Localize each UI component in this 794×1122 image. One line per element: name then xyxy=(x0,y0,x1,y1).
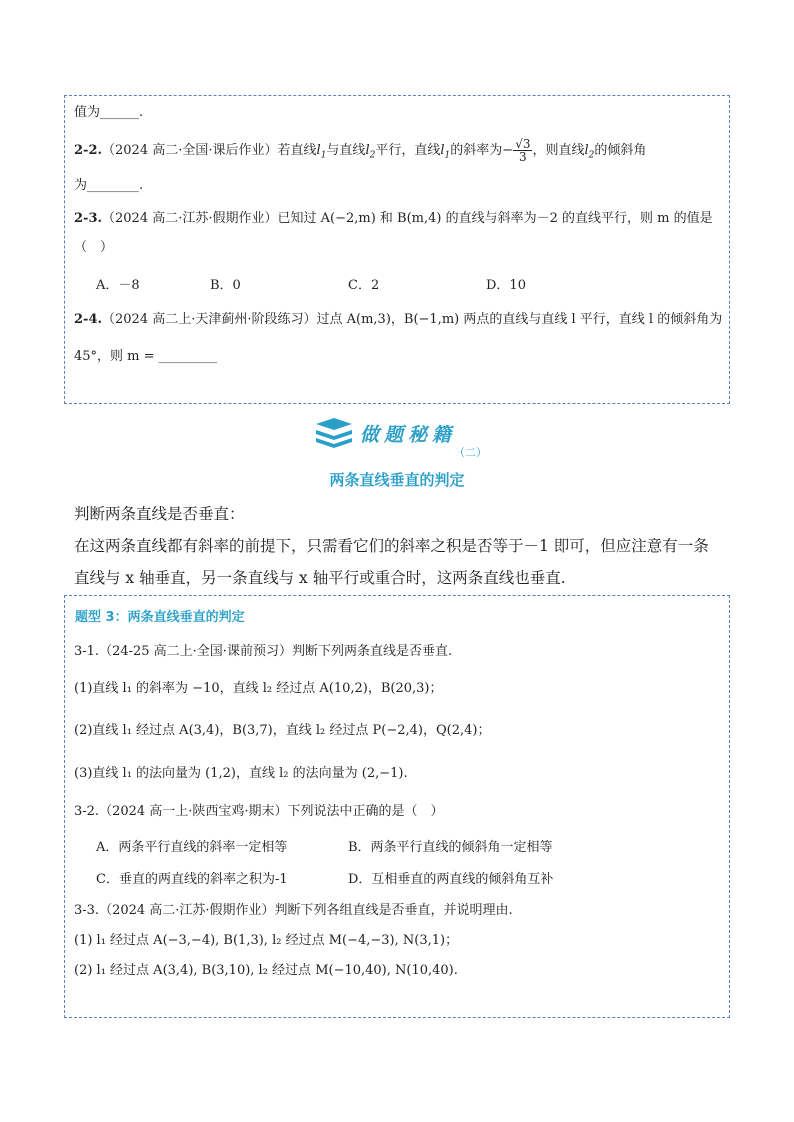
q2-3-number: 2-3. xyxy=(74,211,103,226)
q2-3-source: （2024 高二·江苏·假期作业） xyxy=(102,211,278,226)
q2-2-l1-a: $l_1$ xyxy=(316,143,327,161)
q2-2-line1 xyxy=(74,138,646,165)
q2-2-text-d: 的斜率为 xyxy=(450,143,503,158)
q2-2-text-f: 的倾斜角 xyxy=(594,143,647,158)
q2-2-frac-num: √3 xyxy=(515,137,531,151)
q3-2-option-c[interactable]: C．垂直的两直线的斜率之积为-1 xyxy=(96,872,288,887)
section-title: 两条直线垂直的判定 xyxy=(329,471,465,489)
q3-1-part3: (3)直线 l₁ 的法向量为 (1,2)，直线 l₂ 的法向量为 (2,−1). xyxy=(74,766,408,781)
q3-2-head: 3-2.（2024 高一上·陕西宝鸡·期末）下列说法中正确的是（ ） xyxy=(74,804,444,819)
book-stack-icon xyxy=(314,416,354,450)
q2-4-number: 2-4. xyxy=(74,312,103,327)
q2-2-number: 2-2. xyxy=(74,143,103,158)
q2-4-source: （2024 高二上·天津蓟州·阶段练习） xyxy=(102,312,317,327)
q2-2-text-a: 若直线 xyxy=(277,143,317,158)
q3-2-option-d[interactable]: D．互相垂直的两直线的倾斜角互补 xyxy=(348,872,554,887)
q3-3-part1: (1) l₁ 经过点 A(−3,−4), B(1,3), l₂ 经过点 M(−4,−3), N(3,1)； xyxy=(74,933,459,948)
q2-2-source: （2024 高二·全国·课后作业） xyxy=(102,143,278,158)
q2-2-fraction xyxy=(513,138,532,163)
q3-1-part1: (1)直线 l₁ 的斜率为 −10，直线 l₂ 经过点 A(10,2)，B(20,3)； xyxy=(74,681,443,696)
q2-1-tail: 值为______. xyxy=(74,105,144,120)
banner-title: 做题秘籍 xyxy=(360,424,457,446)
explain-line3: 直线与 x 轴垂直，另一条直线与 x 轴平行或重合时，这两条直线也垂直. xyxy=(74,569,566,587)
q2-2-frac-den: 3 xyxy=(519,150,527,164)
q2-3-text: 已知过 A(−2,m) 和 B(m,4) 的直线与斜率为－2 的直线平行，则 m 的值是 xyxy=(277,211,713,226)
q2-2-text-c: 平行，直线 xyxy=(375,143,441,158)
q2-3-option-b[interactable]: B．0 xyxy=(210,278,241,293)
q2-3-option-d[interactable]: D．10 xyxy=(486,278,526,293)
q2-4-line2: 45°，则 m = _________ xyxy=(74,349,218,364)
question-type-label: 题型 3：两条直线垂直的判定 xyxy=(75,610,245,625)
q2-2-l2-b: $l_2$ xyxy=(584,143,595,161)
q2-4-line1 xyxy=(74,311,722,329)
q2-2-text-e: ，则直线 xyxy=(532,143,585,158)
q3-3-part2: (2) l₁ 经过点 A(3,4), B(3,10), l₂ 经过点 M(−10,40), N(10,40). xyxy=(74,963,458,978)
explain-line1: 判断两条直线是否垂直： xyxy=(74,505,245,523)
q2-3-option-c[interactable]: C．2 xyxy=(348,278,380,293)
q2-2-neg: − xyxy=(502,143,514,158)
q2-2-l1-b: $l_1$ xyxy=(440,143,451,161)
explain-line2: 在这两条直线都有斜率的前提下，只需看它们的斜率之积是否等于－1 即可，但应注意有一条 xyxy=(74,537,709,555)
q2-2-line2: 为________. xyxy=(74,178,144,193)
q3-1-part2: (2)直线 l₁ 经过点 A(3,4)，B(3,7)，直线 l₂ 经过点 P(−2,4)，Q(2,4)； xyxy=(74,723,491,738)
q2-2-text-b: 与直线 xyxy=(326,143,366,158)
banner-subtitle: （二） xyxy=(454,446,487,459)
q2-3-option-a[interactable]: A．－8 xyxy=(96,278,140,293)
q2-4-text: 过点 A(m,3)，B(−1,m) 两点的直线与直线 l 平行，直线 l 的倾斜角为 xyxy=(316,312,723,327)
q2-2-l2-a: $l_2$ xyxy=(365,143,376,161)
q2-3-line1 xyxy=(74,210,713,228)
q2-3-paren: （ ） xyxy=(74,240,114,255)
q3-2-option-b[interactable]: B．两条平行直线的倾斜角一定相等 xyxy=(348,840,553,855)
q3-1-head: 3-1.（24-25 高二上·全国·课前预习）判断下列两条直线是否垂直. xyxy=(74,644,453,659)
tips-banner xyxy=(314,414,514,464)
q3-2-option-a[interactable]: A．两条平行直线的斜率一定相等 xyxy=(96,840,288,855)
q3-3-head: 3-3.（2024 高二·江苏·假期作业）判断下列各组直线是否垂直，并说明理由. xyxy=(74,903,513,918)
